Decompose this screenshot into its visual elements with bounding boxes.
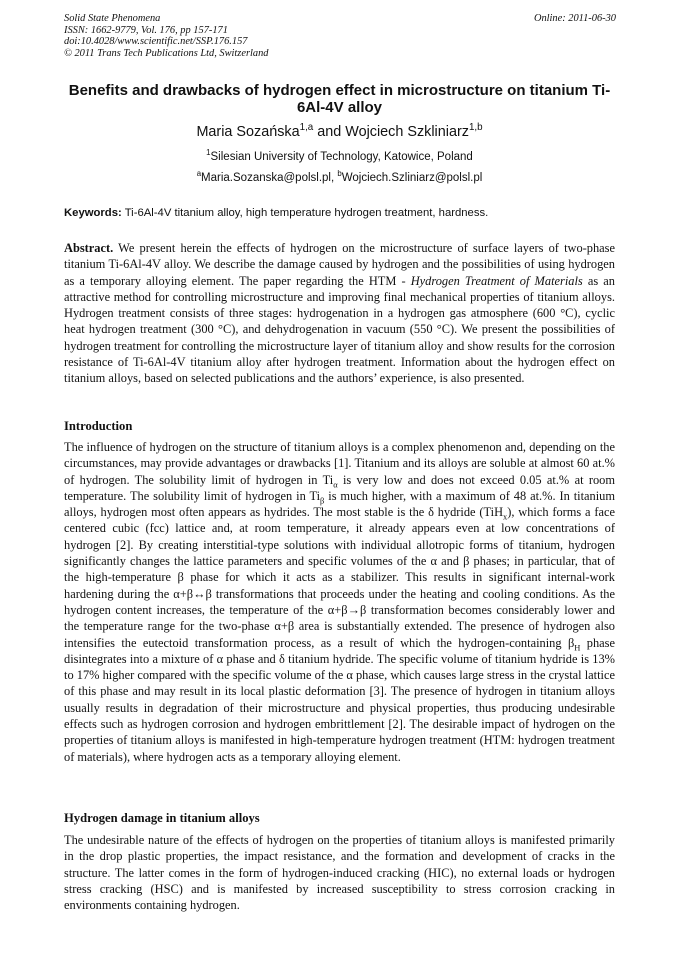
author-name: Maria Sozańska bbox=[196, 124, 300, 140]
subscript: α bbox=[333, 479, 338, 490]
intro-text: is very low and does not exceed 0.05 at.% at room temperature. The solubility limit of hydrogen in Ti bbox=[64, 472, 615, 503]
abstract-text: We present herein the effects of hydrogen on the microstructure of surface layers of two-phase titanium Ti-6Al-4V alloy. We describe the damage caused by hydrogen and the possibilities of using hydrogen as a temporary alloying element. The paper regarding the HTM - bbox=[64, 241, 615, 288]
abstract-label: Abstract. bbox=[64, 241, 114, 255]
email-superscript: b bbox=[337, 169, 342, 179]
subscript: β bbox=[320, 495, 325, 506]
journal-issn: ISSN: 1662-9779, Vol. 176, pp 157-171 bbox=[64, 24, 228, 36]
introduction-paragraph bbox=[64, 439, 615, 765]
keywords bbox=[64, 207, 615, 219]
online-date: Online: 2011-06-30 bbox=[533, 13, 616, 24]
section-heading-introduction: Introduction bbox=[64, 419, 133, 433]
abstract-text: as an attractive method for controlling microstructure and improving final mechanical properties of titanium alloys. Hydrogen treatment consists of three stages: hydrogenation in a hydrogen gas atmosphere (600 °C), cyclic heat hydrogen treatment (300 °C), and dehydrogenation in vacuum (550 °C). We present the possibilities of hydrogen treatment for controlling the microstructure layer of titanium alloy and show results for the corrosion resistance of Ti-6Al-4V titanium alloy after hydrogen treatment. Information about the hydrogen effect on titanium alloys, based on selected publications and the authors’ experience, is also presented. bbox=[64, 273, 615, 386]
keywords-text: Ti-6Al-4V titanium alloy, high temperature hydrogen treatment, hardness. bbox=[124, 207, 489, 219]
subscript: H bbox=[574, 642, 581, 653]
affiliation-text: Silesian University of Technology, Katowice, Poland bbox=[210, 151, 473, 163]
abstract-italic-term: Hydrogen Treatment of Materials bbox=[410, 273, 583, 288]
author-name: Wojciech Szkliniarz bbox=[345, 124, 469, 140]
email-superscript: a bbox=[196, 169, 202, 179]
intro-text: is much higher, with a maximum of 48 at.%. In titanium alloys, hydrogen most often appears as hydrides. The most stable is the δ hydride (TiH bbox=[64, 488, 615, 520]
authors-line bbox=[64, 124, 615, 140]
authors-conjunction: and bbox=[317, 124, 342, 140]
journal-info bbox=[64, 13, 268, 59]
affiliation-superscript: 1 bbox=[206, 148, 211, 158]
author-emails bbox=[64, 169, 615, 184]
affiliation bbox=[64, 148, 615, 163]
author-superscript: 1,a bbox=[299, 122, 314, 134]
intro-text: phase disintegrates into a mixture of α phase and δ titanium hydride. The specific volume of titanium hydride is 13% to 17% higher compared with the specific volume of the α phase, which causes large stress in the crystal lattice of this phase and may result in its local plastic deformation [3]. The presence of hydrogen in titanium alloys usually results in degradation of their microstructure and physical properties, thus producing undesirable effects such as hydrogen corrosion and hydrogen embrittlement [2]. The desirable impact of hydrogen on the properties of titanium alloys is manifested in high-temperature hydrogen treatment (HTM: hydrogen treatment of materials), where hydrogen acts as a temporary alloying element. bbox=[64, 635, 615, 764]
intro-text: ), which forms a face centered cubic (fcc) lattice and, at room temperature, it already appears even at low concentrations of hydrogen [2]. By creating interstitial-type solutions with individual allotropic forms of titanium, hydrogen significantly changes the lattice parameters and specific volumes of the α and β phases; in particular, that of the high-temperature β phase for which it acts as a stabilizer. This results in significant internal-work hardening during the α+β↔β transformations that proceeds under the heating and cooling conditions. As the hydrogen content increases, the temperature of the α+β→β transformation becomes considerably lower and the temperature range for the two-phase α+β area is substantially extended. The presence of hydrogen also intensifies the eutectoid transformation process, as a result of which the hydrogen-containing β bbox=[64, 505, 615, 650]
paper-title: Benefits and drawbacks of hydrogen effect in microstructure on titanium Ti-6Al-4V alloy bbox=[68, 82, 611, 116]
intro-text: The influence of hydrogen on the structure of titanium alloys is a complex phenomenon and, depending on the circumstances, may provide advantages or drawbacks [1]. Titanium and its alloys are soluble at almost 60 at.% of hydrogen. The solubility limit of hydrogen in Ti bbox=[64, 440, 615, 487]
journal-name: Solid State Phenomena bbox=[64, 13, 161, 24]
journal-doi: doi:10.4028/www.scientific.net/SSP.176.157 bbox=[64, 36, 248, 48]
email-address: Wojciech.Szliniarz@polsl.pl bbox=[341, 172, 483, 184]
abstract-paragraph bbox=[64, 240, 615, 387]
email-address: Maria.Sozanska@polsl.pl, bbox=[201, 172, 335, 184]
journal-copyright: © 2011 Trans Tech Publications Ltd, Switzerland bbox=[64, 47, 269, 59]
subscript: x bbox=[503, 511, 508, 522]
keywords-label: Keywords: bbox=[64, 207, 122, 219]
hydrogen-damage-paragraph: The undesirable nature of the effects of hydrogen on the properties of titanium alloys is manifested primarily in the drop plastic properties, the impact resistance, and the formation and development of cracks in the structure. The latter comes in the form of hydrogen-induced cracking (HIC), no external loads or hydrogen stress cracking (HSC) and is manifested by increased susceptibility to stress corrosion cracking in environments containing hydrogen. bbox=[64, 833, 615, 913]
section-heading-hydrogen-damage: Hydrogen damage in titanium alloys bbox=[64, 811, 260, 825]
author-superscript: 1,b bbox=[468, 122, 483, 134]
